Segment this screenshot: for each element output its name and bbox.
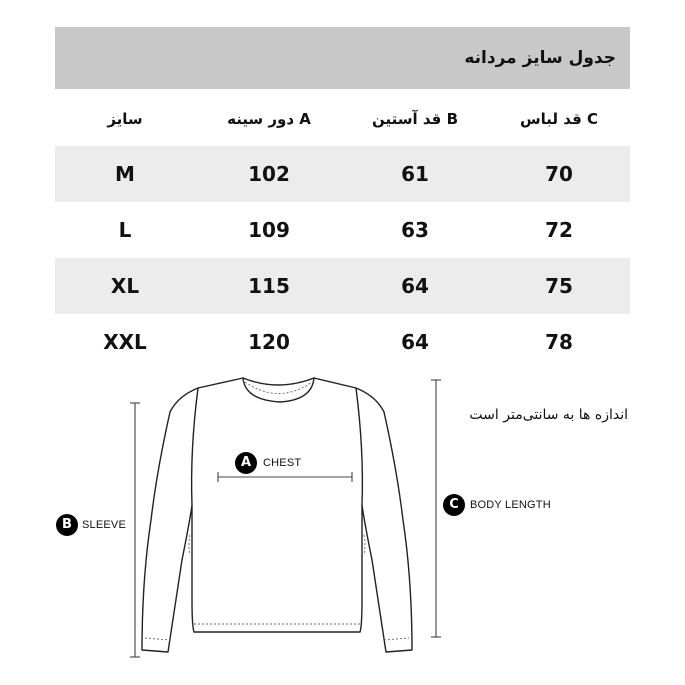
- chest-cell: 102: [248, 162, 290, 186]
- sleeve-badge: B: [56, 514, 78, 536]
- chest-cell: 120: [248, 330, 290, 354]
- size-cell: L: [118, 218, 132, 242]
- header-chest: A دور سینه: [227, 110, 311, 128]
- shirt-outline: [142, 378, 412, 652]
- header-sleeve: B قد آستین: [371, 110, 458, 128]
- header-length: C قد لباس: [519, 110, 599, 128]
- body-length-measure-line: [431, 380, 441, 637]
- table-title: جدول سایز مردانه: [464, 48, 616, 68]
- header-size: سایز: [107, 110, 143, 128]
- size-cell: XL: [110, 274, 140, 298]
- chest-cell: 109: [248, 218, 290, 242]
- size-cell: XXL: [103, 330, 147, 354]
- sleeve-cell: 63: [401, 218, 429, 242]
- sleeve-measure-line: [130, 403, 140, 657]
- chest-label: CHEST: [263, 457, 302, 469]
- sleeve-cell: 64: [401, 274, 429, 298]
- sleeve-label: SLEEVE: [82, 519, 127, 531]
- length-cell: 70: [545, 162, 573, 186]
- sleeve-cell: 64: [401, 330, 429, 354]
- chest-cell: 115: [248, 274, 290, 298]
- length-cell: 78: [545, 330, 573, 354]
- body-length-label: BODY LENGTH: [470, 499, 551, 511]
- units-note: اندازه ها به سانتی‌متر است: [469, 407, 628, 423]
- chest-badge: A: [235, 452, 257, 474]
- size-cell: M: [115, 162, 135, 186]
- length-cell: 72: [545, 218, 573, 242]
- body-length-badge: C: [443, 494, 465, 516]
- sleeve-cell: 61: [401, 162, 429, 186]
- length-cell: 75: [545, 274, 573, 298]
